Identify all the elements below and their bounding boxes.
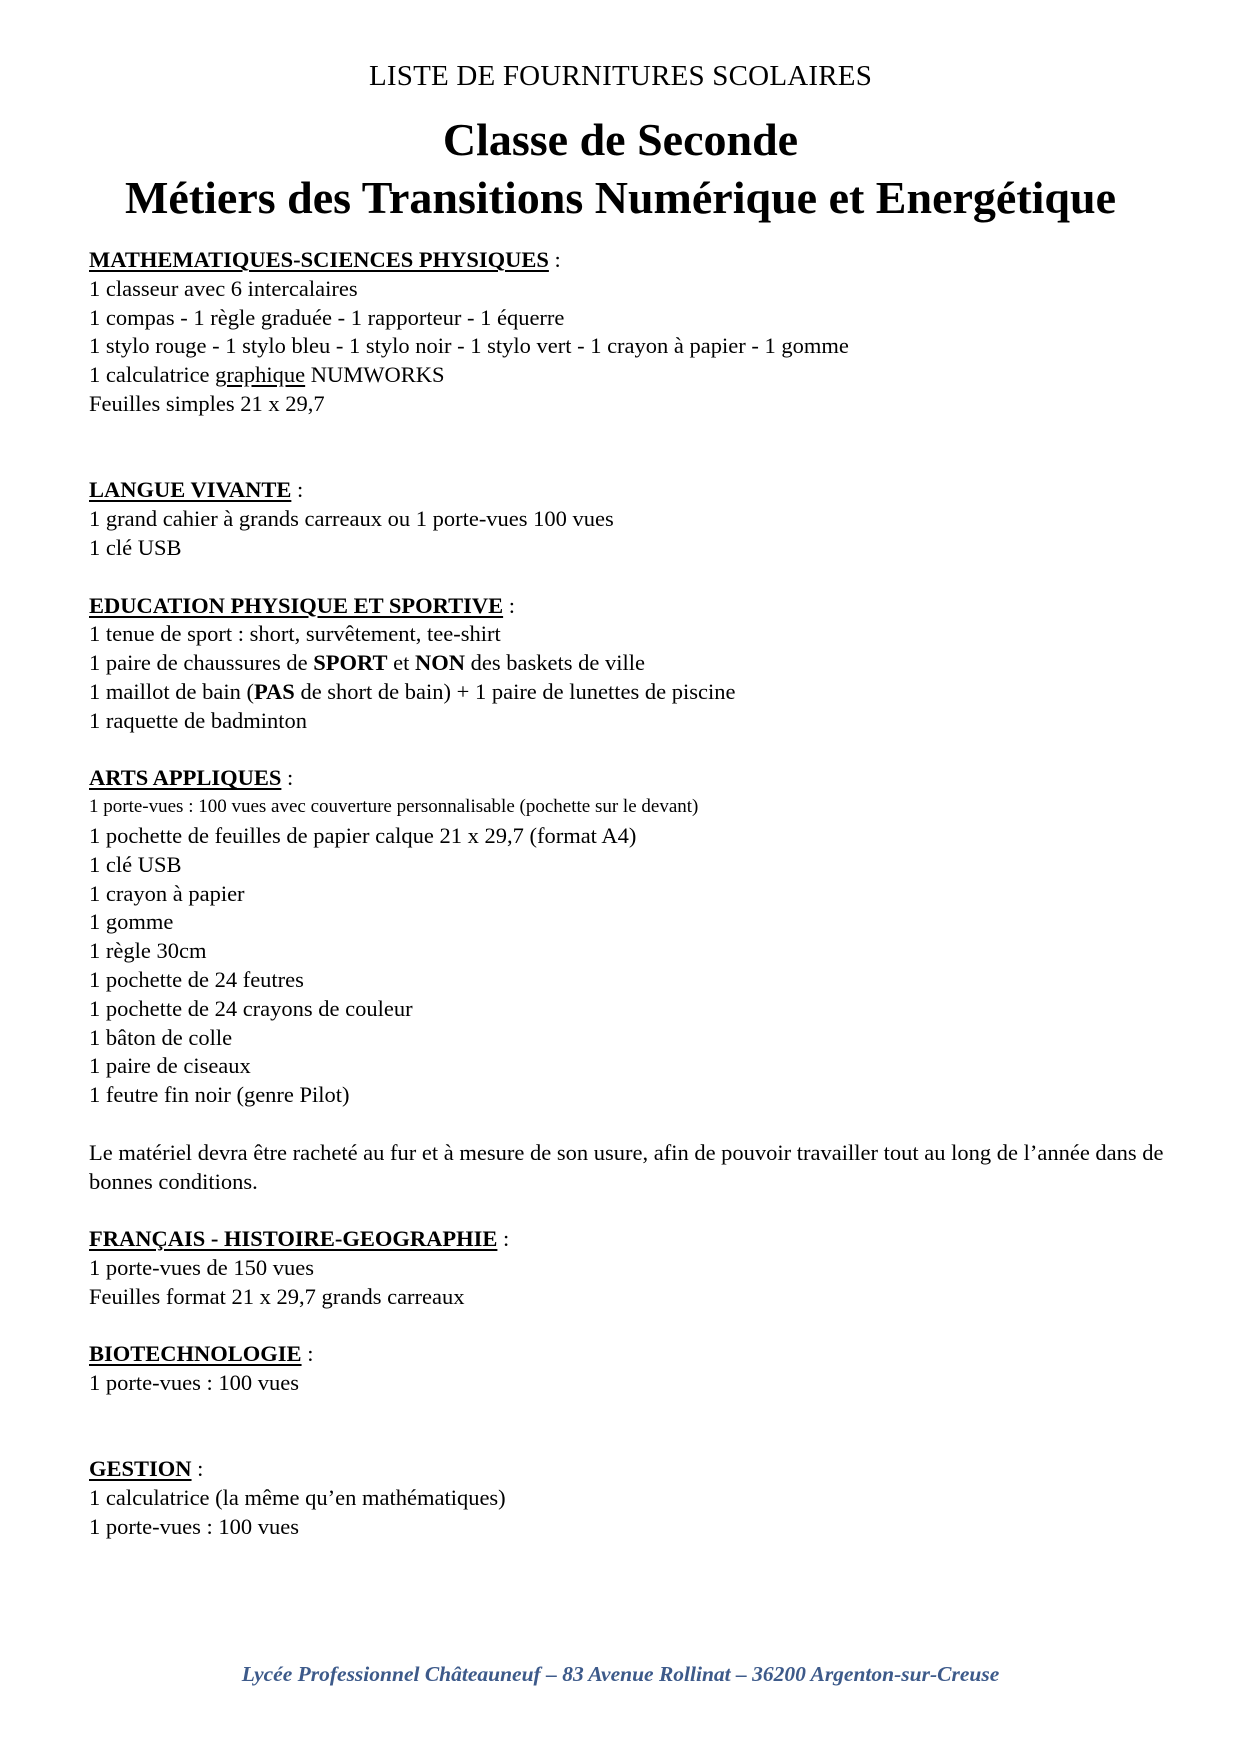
list-item: Feuilles simples 21 x 29,7: [89, 390, 325, 416]
list-item: 1 grand cahier à grands carreaux ou 1 porte-vues 100 vues: [89, 506, 614, 532]
list-item: 1 calculatrice graphique NUMWORKS: [89, 362, 445, 388]
school-address-footer: Lycée Professionnel Châteauneuf – 83 Avenue Rollinat – 36200 Argenton-sur-Creuse: [241, 1662, 1000, 1686]
list-item: 1 clé USB: [89, 851, 182, 877]
list-item: 1 classeur avec 6 intercalaires: [89, 275, 358, 301]
list-item: 1 porte-vues : 100 vues: [89, 1514, 299, 1540]
section-heading: EDUCATION PHYSIQUE ET SPORTIVE :: [89, 592, 515, 618]
list-item: 1 feutre fin noir (genre Pilot): [89, 1082, 350, 1108]
list-item: 1 porte-vues : 100 vues: [89, 1370, 299, 1396]
class-title: Classe de Seconde: [442, 114, 799, 165]
list-item: 1 stylo rouge - 1 stylo bleu - 1 stylo noir - 1 stylo vert - 1 crayon à papier - 1 gomme: [89, 333, 849, 359]
section-heading: BIOTECHNOLOGIE :: [89, 1341, 314, 1367]
section-heading: LANGUE VIVANTE :: [89, 477, 304, 503]
list-item: 1 compas - 1 règle graduée - 1 rapporteur - 1 équerre: [89, 304, 565, 330]
list-item: 1 pochette de feuilles de papier calque 21 x 29,7 (format A4): [89, 822, 637, 848]
section-maths: [89, 246, 1169, 419]
note-paragraph: Le matériel devra être racheté au fur et à mesure de son usure, afin de pouvoir travailler tout au long de l’année dans de bonnes conditions.: [89, 1139, 1164, 1194]
section-biotechnologie: [89, 1340, 1169, 1398]
list-item: 1 paire de chaussures de SPORT et NON des baskets de ville: [89, 650, 645, 676]
list-item: 1 porte-vues : 100 vues avec couverture personnalisable (pochette sur le devant): [89, 796, 699, 818]
list-item: 1 pochette de 24 feutres: [89, 966, 304, 992]
list-item: 1 calculatrice (la même qu’en mathématiques): [89, 1485, 506, 1511]
supply-list: [89, 246, 1169, 1542]
section-heading: ARTS APPLIQUES :: [89, 765, 294, 791]
section-heading: FRANÇAIS - HISTOIRE-GEOGRAPHIE :: [89, 1226, 510, 1252]
list-item: 1 tenue de sport : short, survêtement, tee-shirt: [89, 621, 501, 647]
list-item: 1 raquette de badminton: [89, 707, 308, 733]
section-eps: [89, 592, 1169, 736]
list-item: 1 maillot de bain (PAS de short de bain) + 1 paire de lunettes de piscine: [89, 678, 736, 704]
section-heading: GESTION :: [89, 1456, 204, 1482]
list-item: 1 paire de ciseaux: [89, 1053, 251, 1079]
section-langue-vivante: [89, 476, 1169, 562]
list-item: Feuilles format 21 x 29,7 grands carreaux: [89, 1283, 465, 1309]
list-item: 1 règle 30cm: [89, 938, 207, 964]
list-item: 1 clé USB: [89, 534, 182, 560]
list-item: 1 pochette de 24 crayons de couleur: [89, 995, 413, 1021]
section-francais-histoire-geographie: [89, 1225, 1169, 1311]
section-heading: MATHEMATIQUES-SCIENCES PHYSIQUES :: [89, 247, 561, 272]
list-item: 1 gomme: [89, 909, 174, 935]
program-title: Métiers des Transitions Numérique et Energétique: [124, 172, 1117, 223]
section-arts-appliques: [89, 764, 1169, 1196]
list-item: 1 porte-vues de 150 vues: [89, 1254, 314, 1280]
list-header: LISTE DE FOURNITURES SCOLAIRES: [368, 60, 873, 92]
list-item: 1 bâton de colle: [89, 1024, 233, 1050]
section-gestion: [89, 1455, 1169, 1541]
list-item: 1 crayon à papier: [89, 880, 245, 906]
